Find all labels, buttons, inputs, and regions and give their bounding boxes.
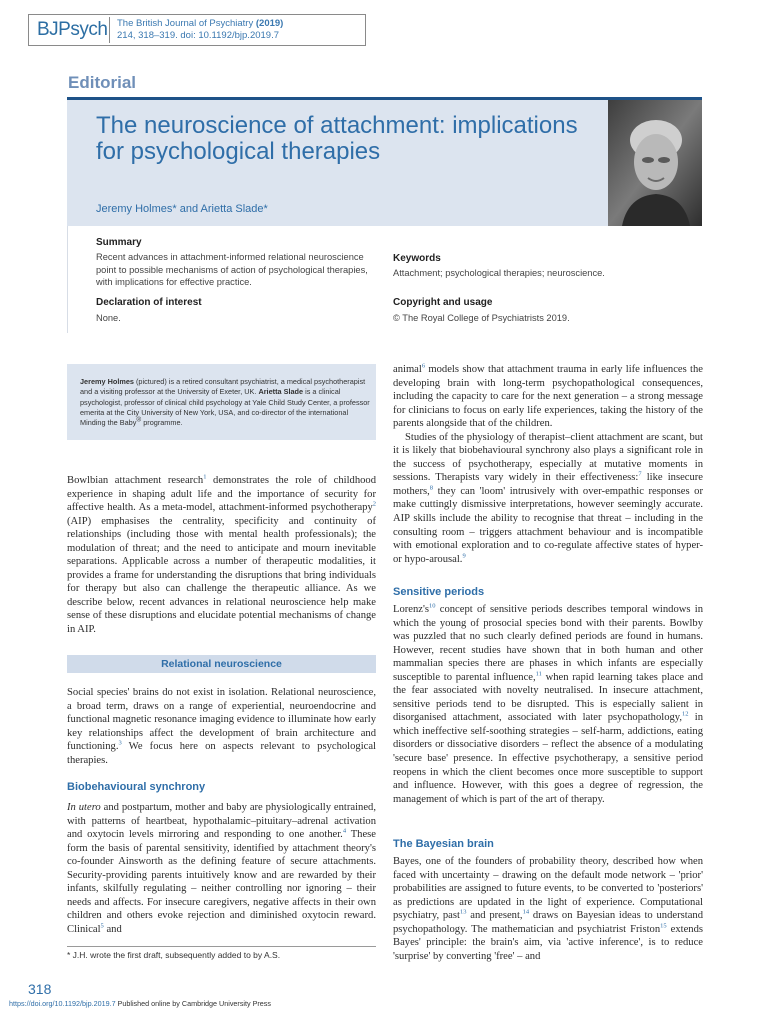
reference-link[interactable]: 14 [522, 908, 530, 916]
section-heading-relational-neuroscience: Relational neuroscience [161, 658, 282, 670]
reference-link[interactable]: 13 [459, 908, 467, 916]
section-heading-biobehavioural-synchrony: Biobehavioural synchrony [67, 781, 206, 793]
reference-link[interactable]: 1 [203, 473, 207, 481]
journal-year: (2019) [255, 18, 284, 29]
reference-link[interactable]: 15 [660, 922, 667, 930]
text-run: Social species' brains do not exist in isolation. Relational neuroscience, a broad term, draws on a range of experiential, neuroendocrine and functional magnetic resonance imaging evidence to illuminate how early key relationships affect the development of brain architecture and functioning. [67, 687, 376, 753]
copyright-text: © The Royal College of Psychiatrists 2019. [393, 313, 570, 323]
author-footnote: * J.H. wrote the first draft, subsequently added to by A.S. [67, 950, 281, 960]
text-run: draws on Bayesian ideas to understand psychopathology. The mathematician and psychiatrist Friston [393, 910, 703, 935]
reference-link[interactable]: 9 [462, 552, 466, 560]
journal-name: The British Journal of Psychiatry [117, 18, 254, 29]
text-run: Lorenz's [393, 604, 430, 615]
animal-models-paragraph [393, 363, 703, 566]
reference-link[interactable]: 8 [429, 484, 434, 492]
text-run: demonstrates the role of childhood experience in shaping adult life and the importance of security for affective health. As a meta-model, attachment-informed psychotherapy [67, 475, 377, 514]
text-run: animal [393, 364, 422, 375]
section-heading-bayesian-brain: The Bayesian brain [393, 838, 494, 850]
text-run: and [103, 923, 122, 935]
text-run: and postpartum, mother and baby are physiologically entrained, with patterns of heartbeat, hypothalamic–pituitary–adrenal activation and oxytocin levels mirroring and responding to one another. [67, 802, 376, 841]
text-run: models show that attachment trauma in early life influences the developing brain with long-term psychopathological consequences, including the capacity to care for the next generation – a strong message for clinicians to focus on early life experiences, taking the history of the parents alongside that of the children. [393, 364, 703, 430]
bio-text-holmes: (pictured) is a retired consultant psychiatrist, a medical psychotherapist and a visiting professor at the University of Exeter, UK. [80, 377, 366, 397]
summary-text: Recent advances in attachment-informed relational neuroscience point to possible mechanisms of action of psychological therapies, with implications for effective practice. [96, 252, 368, 287]
footer-line [9, 999, 271, 1008]
text-run: (AIP) emphasises the centrality, specificity and continuity of relationships (including those with mental health professionals); the modulation of threat; and the need to anticipate and mourn inevitable separations. Applicable across a number of therapeutic modalities, it provides a frame for understanding the disruptions that bring individuals for therapy but also can challenge the therapeutic alliance. As we describe below, recent advances in relational neuroscience help make sense of these disruptions and elucidate potential mechanisms of change in AIP. [67, 515, 376, 636]
reference-link[interactable]: 12 [682, 710, 689, 718]
reference-link[interactable]: 5 [100, 922, 104, 930]
journal-logo: BJPsych [37, 19, 108, 40]
reference-link[interactable]: 2 [372, 500, 376, 508]
section-label: Editorial [68, 73, 137, 92]
bio-name-holmes: Jeremy Holmes [80, 377, 134, 386]
bio-text-end: programme. [141, 418, 183, 428]
text-run: Bayes, one of the founders of probability theory, described how when faced with uncertainty – drawing on the default mode network – 'prior' probabilities are assigned to future events, to be converted to 'posteriors' as predictions are updated in the light of experience. Computational psychiatry, past [393, 856, 703, 922]
intro-paragraph [67, 474, 376, 637]
text-run: Studies of the physiology of therapist–client attachment are scant, but it is likely that biobehavioural synchrony also plays a significant role in the success of psychotherapy, especially at mutative moments in sessions. Therapists vary widely in their effectiveness: [393, 431, 703, 484]
text-run: they can 'loom' intrusively with over-empathic responses or make cuttingly dismissive interpretations, however seemingly accurate. AIP skills include the ability to recognise that threat – including in the consulting room – triggers attachment behaviour and is incompatible with emotional exploration and to co-regulate affective states of hyper- or hypo-arousal. [393, 485, 703, 565]
sensitive-periods-paragraph [393, 603, 703, 806]
journal-header [28, 14, 366, 46]
text-run: We focus here on aspects relevant to psychological therapies. [67, 741, 376, 766]
author-portrait-image [608, 100, 702, 226]
article-title: The neuroscience of attachment: implications for psychological therapies [96, 112, 578, 165]
text-run: Bowlbian attachment research [67, 475, 204, 486]
declaration-heading: Declaration of interest [96, 297, 202, 308]
author-photo [608, 100, 702, 226]
text-run: These form the basis of parental sensitivity, identified by attachment theory's co-founder Ainsworth as the defining feature of secure attachments. Security-providing parents intuitively know and are rewarded by their infants, skilfully regulating – neither controlling nor ignoring – their needs and affects. For insecure caregivers, negative affects in their own children and others evoke rejection and diminished oxytocin reward. Clinical [67, 829, 376, 935]
keywords-text: Attachment; psychological therapies; neuroscience. [393, 268, 605, 278]
section-heading-sensitive-periods: Sensitive periods [393, 586, 485, 598]
text-run: in which ineffective self-soothing strategies – self-harm, addictions, eating disorders or dissociative disorders – reflect the absence of a modulating 'secure base' presence. In effective psychotherapy, a sensitive period reopens in which the client becomes once more susceptible to support and influence. However, with this goes a degree of regression, the management of which is part of the art of therapy. [393, 712, 703, 805]
text-run: concept of sensitive periods describes temporal windows in which the young of prosocial species bond with their parents. Bowlby was puzzled that no such clearly defined periods are found in humans. However, recent studies have shown that in both human and other mammalian species there are phases in which infants are especially susceptible to parental influence, [393, 604, 703, 683]
reference-link[interactable]: 11 [535, 670, 542, 678]
header-divider [109, 17, 110, 43]
reference-link[interactable]: 7 [638, 470, 642, 478]
biobehavioural-paragraph [67, 801, 376, 936]
reference-link[interactable]: 6 [421, 362, 426, 370]
reference-link[interactable]: 10 [429, 602, 436, 610]
relational-paragraph [67, 686, 376, 767]
registered-mark: ® [136, 416, 142, 424]
bio-name-slade: Arietta Slade [258, 387, 304, 397]
copyright-heading: Copyright and usage [393, 297, 493, 308]
reference-link[interactable]: 3 [118, 739, 122, 747]
footnote-rule [67, 946, 376, 947]
summary-heading: Summary [96, 237, 142, 248]
text-run: when rapid learning takes place and the fear associated with novelty neutralised. In insecure attachment, sensitive periods tend to be disrupted. This is especially salient in disorganised attachment, associated with later psychopathology, [393, 671, 703, 724]
author-bio [80, 377, 370, 428]
doi-link[interactable]: https://doi.org/10.1192/bjp.2019.7 [9, 999, 116, 1008]
bio-text-slade: is a clinical psychologist, professor of clinical child psychology at Yale Child Study Center, a professor emerita at the City University of New York, USA, and co-director of the international Minding the Baby [80, 387, 370, 428]
bayesian-paragraph [393, 855, 703, 963]
citation-line: 214, 318–319. doi: 10.1192/bjp.2019.7 [117, 30, 279, 41]
text-run: extends Bayes' principle: the brain's aim, via 'active inference', is to reduce 'surprise' by converting 'free' – and [393, 923, 703, 962]
reference-link[interactable]: 4 [342, 827, 347, 835]
text-run: and present, [466, 910, 523, 922]
keywords-heading: Keywords [393, 253, 441, 264]
text-run: like insecure mothers, [393, 472, 703, 497]
page-number: 318 [28, 981, 52, 997]
article-authors: Jeremy Holmes* and Arietta Slade* [96, 203, 268, 215]
text-run-italic: In utero [67, 802, 101, 813]
declaration-text: None. [96, 313, 121, 323]
journal-citation [117, 18, 283, 42]
published-note: Published online by Cambridge University Press [115, 999, 271, 1008]
